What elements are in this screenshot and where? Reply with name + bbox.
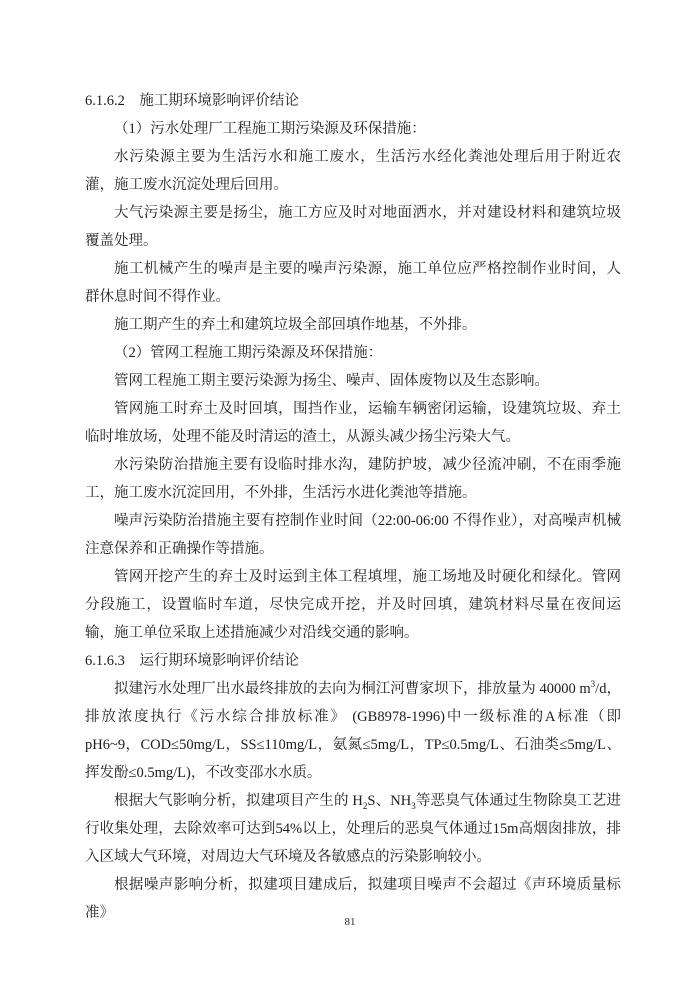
paragraph: 拟建污水处理厂出水最终排放的去向为桐江河曹家坝下，排放量为 40000 $m^3/d$，排放浓度执行《污水综合排放标准》 (GB8978-1996)中一级标准的A标准（即 pH6~9，COD≤50mg/L，SS≤110mg/L，氨氮≤5mg/L，TP≤0.5mg/L、石油类≤5mg/L、挥发酚≤0.5mg/L)，不改变邵水水质。 — [85, 679, 621, 781]
subscript: 2 — [362, 800, 368, 811]
paragraph: 根据大气影响分析，拟建项目产生的 $H_2S$、$NH_3$等恶臭气体通过生物除臭工艺进行收集处理，去除效率可达到54%以上，处理后的恶臭气体通过15m高烟囱排放，排入区域大气环境，对周边大气环境及各敏感点的污染影响较小。 — [85, 793, 621, 865]
section-heading: 6.1.6.2 施工期环境影响评价结论 — [85, 93, 299, 109]
paragraph: 水污染源主要为生活污水和施工废水，生活污水经化粪池处理后用于附近农灌，施工废水沉淀处理后回用。 — [85, 149, 621, 193]
paragraph: 管网施工时弃土及时回填，围挡作业，运输车辆密闭运输，设建筑垃圾、弃土临时堆放场，处理不能及时清运的渣土，从源头减少扬尘污染大气。 — [85, 401, 621, 445]
page-footer — [0, 916, 700, 928]
paragraph: 水污染防治措施主要有设临时排水沟，建防护坡，减少径流冲刷，不在雨季施工，施工废水沉淀回用，不外排，生活污水进化粪池等措施。 — [85, 457, 621, 501]
document-content — [85, 87, 621, 927]
paragraph: （1）污水处理厂工程施工期污染源及环保措施： — [114, 121, 426, 137]
paragraph: （2）管网工程施工期污染源及环保措施： — [114, 345, 383, 361]
paragraph: 管网工程施工期主要污染源为扬尘、噪声、固体废物以及生态影响。 — [114, 373, 549, 389]
subscript: 3 — [411, 800, 416, 811]
paragraph: 根据噪声影响分析，拟建项目建成后，拟建项目噪声不会超过《声环境质量标准》 — [85, 877, 621, 921]
section-heading: 6.1.6.3 运行期环境影响评价结论 — [85, 653, 299, 669]
paragraph: 施工期产生的弃土和建筑垃圾全部回填作地基，不外排。 — [114, 317, 477, 333]
paragraph: 管网开挖产生的弃土及时运到主体工程填埋，施工场地及时硬化和绿化。管网分段施工，设置临时车道，尽快完成开挖，并及时回填，建筑材料尽量在夜间运输，施工单位采取上述措施减少对沿线交通的影响。 — [85, 569, 621, 641]
paragraph: 噪声污染防治措施主要有控制作业时间（22:00-06:00 不得作业），对高噪声机械注意保养和正确操作等措施。 — [85, 513, 621, 557]
paragraph: 施工机械产生的噪声是主要的噪声污染源，施工单位应严格控制作业时间，人群休息时间不得作业。 — [85, 261, 621, 305]
page-number: 81 — [344, 916, 356, 928]
paragraph: 大气污染源主要是扬尘，施工方应及时对地面洒水，并对建设材料和建筑垃圾覆盖处理。 — [85, 205, 621, 249]
superscript: 3 — [590, 679, 596, 690]
